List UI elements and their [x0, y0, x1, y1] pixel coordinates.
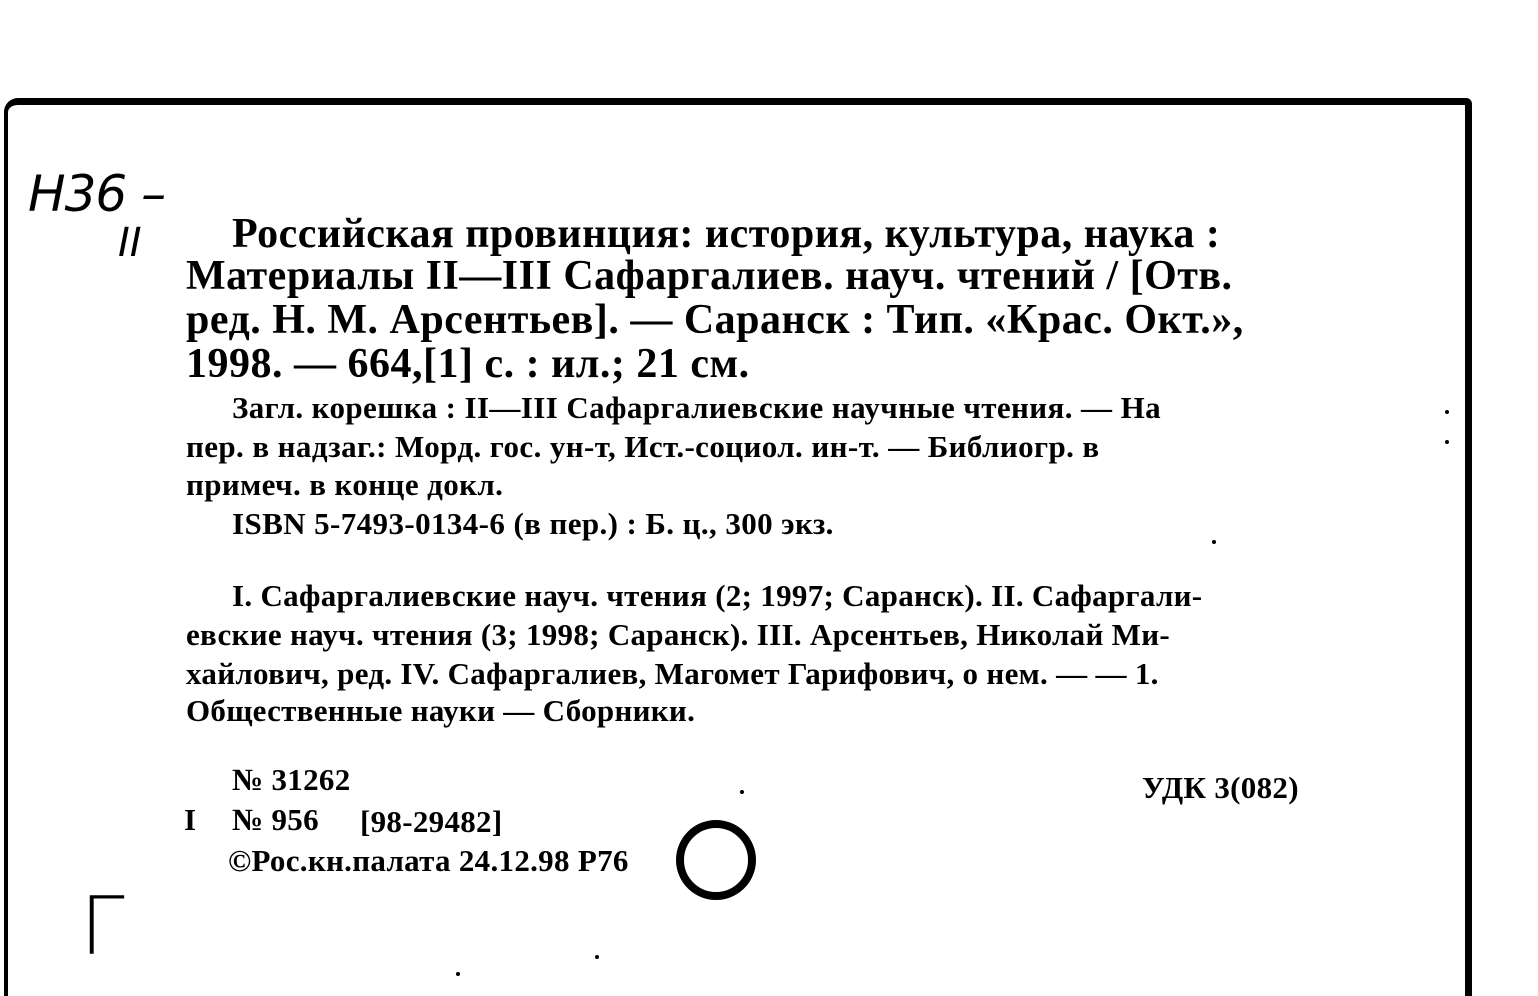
title-line-3: ред. Н. М. Арсентьев]. — Саранск : Тип. «Крас. Окт.», — [186, 297, 1244, 343]
isbn-line: ISBN 5-7493-0134-6 (в пер.) : Б. ц., 300 экз. — [232, 506, 834, 541]
scan-speck — [595, 955, 599, 959]
title-line-2: Материалы II—III Сафаргалиев. науч. чтений / [Отв. — [186, 253, 1233, 299]
tracing-line-1: I. Сафаргалиевские науч. чтения (2; 1997; Саранск). II. Сафаргали- — [232, 578, 1203, 613]
note-line-2: пер. в надзаг.: Морд. гос. ун-т, Ист.-социол. ин-т. — Библиогр. в — [186, 429, 1100, 464]
scan-speck — [456, 972, 460, 976]
note-line-3: примеч. в конце докл. — [186, 467, 504, 502]
stamp-circle — [676, 820, 756, 900]
scan-speck — [1445, 410, 1449, 414]
record-number: № 31262 — [232, 762, 351, 797]
line-marker: I — [184, 802, 197, 837]
handwritten-corner-letter: Г — [80, 880, 125, 973]
request-code: [98-29482] — [360, 804, 503, 839]
udc-code: УДК 3(082) — [1142, 770, 1299, 805]
tracing-line-4: Общественные науки — Сборники. — [186, 693, 696, 728]
scan-speck — [1212, 540, 1216, 544]
title-line-4: 1998. — 664,[1] с. : ил.; 21 см. — [186, 341, 750, 387]
handwritten-call-sub: II — [118, 220, 142, 266]
scan-speck — [740, 790, 744, 794]
tracing-line-2: евские науч. чтения (3; 1998; Саранск). III. Арсентьев, Николай Ми- — [186, 617, 1171, 652]
tracing-line-3: хайлович, ред. IV. Сафаргалиев, Магомет Гарифович, о нем. — — 1. — [186, 656, 1159, 691]
card-number: № 956 — [232, 802, 319, 837]
title-line-1: Российская провинция: история, культура, наука : — [232, 211, 1221, 257]
copyright-line: ©Рос.кн.палата 24.12.98 Р76 — [228, 843, 629, 878]
note-line-1: Загл. корешка : II—III Сафаргалиевские научные чтения. — На — [232, 390, 1161, 425]
scan-speck — [1445, 440, 1449, 444]
handwritten-call-number: Н36 – — [28, 165, 166, 223]
